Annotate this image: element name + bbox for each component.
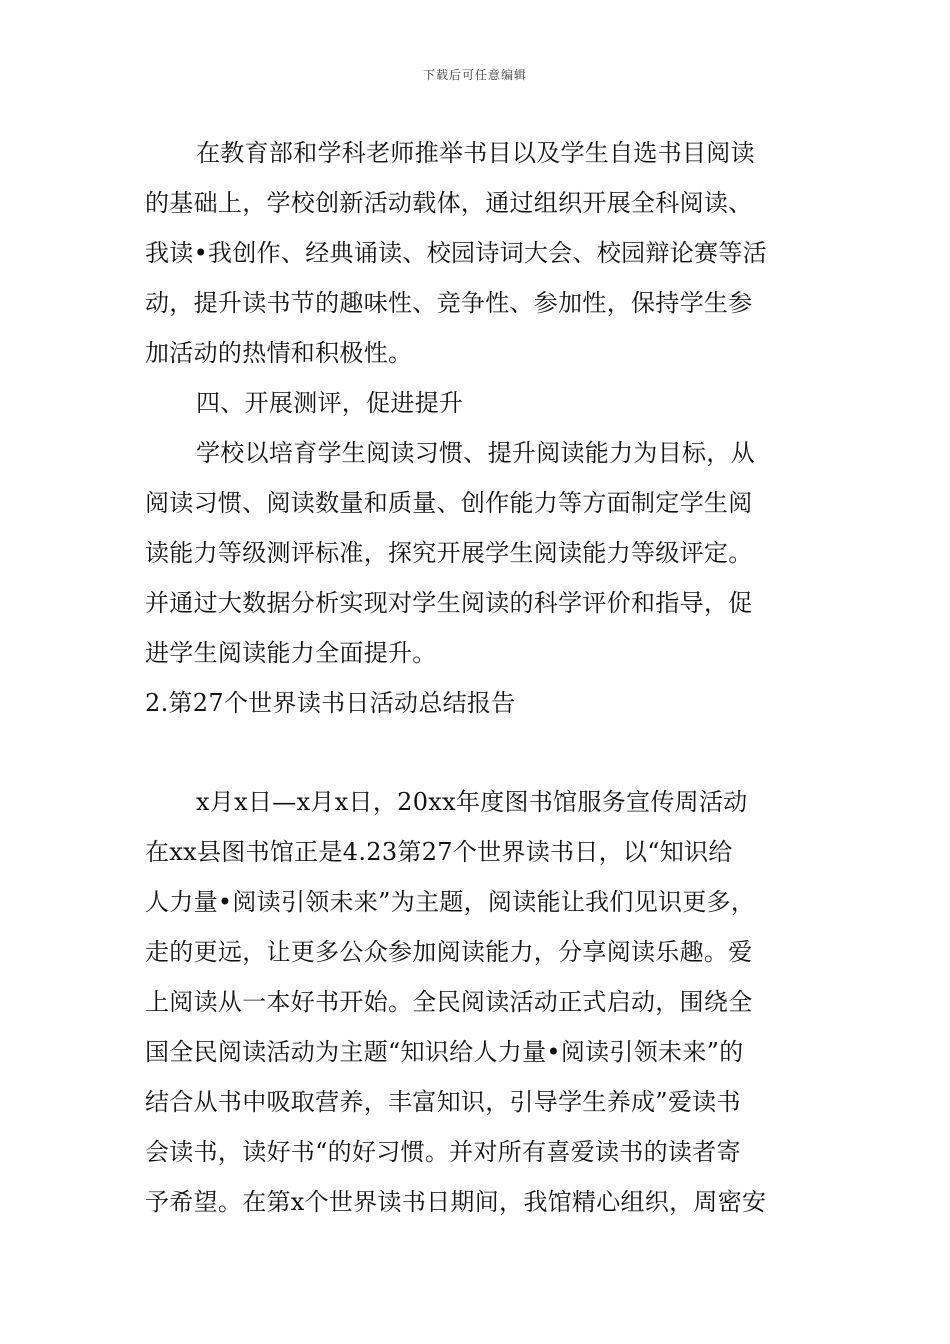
- paragraph-line: 结合从书中吸取营养，丰富知识，引导学生养成”爱读书: [145, 1088, 741, 1116]
- section-heading: 四、开展测评，促进提升: [196, 389, 464, 417]
- paragraph-line: 予希望。在第x个世界读书日期间，我馆精心组织，周密安: [145, 1188, 767, 1216]
- paragraph-line: 走的更远，让更多公众参加阅读能力，分享阅读乐趣。爱: [145, 938, 753, 966]
- paragraph-line: 我读•我创作、经典诵读、校园诗词大会、校园辩论赛等活: [145, 239, 767, 267]
- article-title: 2.第27个世界读书日活动总结报告: [145, 689, 516, 717]
- paragraph-line: x月x日—x月x日，20xx年度图书馆服务宣传周活动: [196, 788, 748, 816]
- paragraph-line: 会读书，读好书“的好习惯。并对所有喜爱读书的读者寄: [145, 1138, 741, 1166]
- download-note: 下载后可任意编辑: [422, 68, 527, 82]
- paragraph-line: 进学生阅读能力全面提升。: [145, 639, 437, 667]
- paragraph-line: 读能力等级测评标准，探究开展学生阅读能力等级评定。: [145, 539, 753, 567]
- paragraph-line: 在xx县图书馆正是4.23第27个世界读书日，以“知识给: [145, 838, 733, 866]
- paragraph-line: 的基础上，学校创新活动载体，通过组织开展全科阅读、: [145, 189, 753, 217]
- paragraph-line: 加活动的热情和积极性。: [145, 339, 413, 367]
- paragraph-line: 并通过大数据分析实现对学生阅读的科学评价和指导，促: [145, 589, 753, 617]
- blank-gap: [145, 728, 810, 777]
- paragraph-line: 阅读习惯、阅读数量和质量、创作能力等方面制定学生阅: [145, 489, 753, 517]
- paragraph-line: 在教育部和学科老师推举书目以及学生自选书目阅读: [196, 139, 755, 167]
- paragraph-line: 国全民阅读活动为主题“知识给人力量•阅读引领未来”的: [145, 1038, 744, 1066]
- paragraph-line: 上阅读从一本好书开始。全民阅读活动正式启动，围绕全: [145, 988, 753, 1016]
- paragraph-line: 人力量•阅读引领未来”为主题，阅读能让我们见识更多，: [145, 888, 756, 916]
- paragraph-line: 学校以培育学生阅读习惯、提升阅读能力为目标，从: [196, 439, 755, 467]
- document-body: [145, 128, 810, 1227]
- paragraph-line: 动，提升读书节的趣味性、竞争性、参加性，保持学生参: [145, 289, 753, 317]
